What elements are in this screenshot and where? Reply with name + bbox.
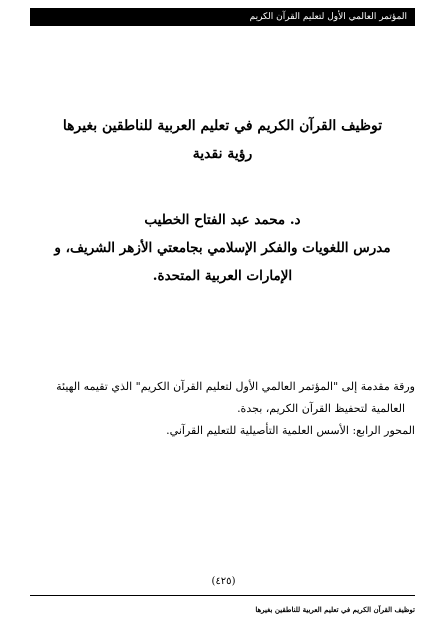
running-footer: توظيف القرآن الكريم في تعليم العربية للناطقين بغيرها bbox=[255, 605, 415, 614]
note-paragraph-2: المحور الرابع: الأسس العلمية التأصيلية للتعليم القرآني. bbox=[166, 424, 415, 437]
page-number: (٤٢٥) bbox=[211, 576, 236, 587]
footer-divider bbox=[30, 595, 415, 596]
title-line-1: توظيف القرآن الكريم في تعليم العربية للناطقين بغيرها bbox=[62, 118, 383, 134]
author-affiliation-line-1: مدرس اللغويات والفكر الإسلامي بجامعتي الأزهر الشريف، و bbox=[54, 240, 391, 256]
paper-note bbox=[30, 376, 415, 442]
running-header bbox=[30, 8, 415, 26]
running-header-text: المؤتمر العالمي الأول لتعليم القرآن الكريم bbox=[249, 12, 407, 22]
author-block bbox=[30, 206, 415, 290]
title-line-2: رؤية نقدية bbox=[192, 146, 253, 162]
author-name: د. محمد عبد الفتاح الخطيب bbox=[144, 212, 301, 228]
note-paragraph-1-line-1: ورقة مقدمة إلى "المؤتمر العالمي الأول لتعليم القرآن الكريم" الذي تقيمه الهيئة bbox=[56, 380, 415, 393]
note-paragraph-1-line-2: العالمية لتحفيظ القرآن الكريم، بجدة. bbox=[237, 402, 405, 415]
author-affiliation-line-2: الإمارات العربية المتحدة. bbox=[152, 268, 293, 284]
paper-title bbox=[30, 112, 415, 168]
